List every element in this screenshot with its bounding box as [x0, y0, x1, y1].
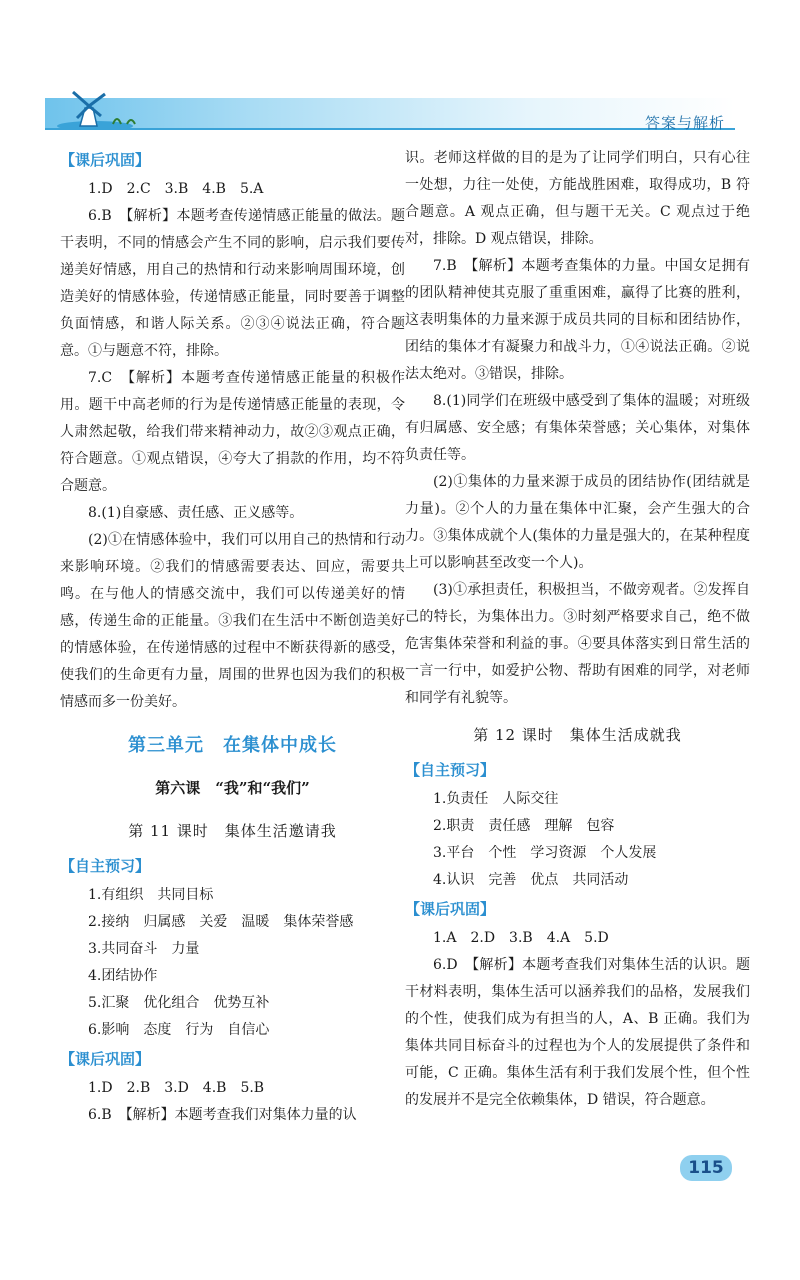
list-item: 4.认识 完善 优点 共同活动: [433, 872, 629, 888]
list-item: 2.职责 责任感 理解 包容: [433, 818, 615, 834]
list-item: 3.共同奋斗 力量: [88, 941, 200, 957]
answer-explanation: (2)①在情感体验中，我们可以用自己的热情和行动来影响环境。②我们的情感需要表达、回应，需要共鸣。在与他人的情感交流中，我们可以传递美好的情感，传递生命的正能量。③我们在生活中不断创造美好的情感体验，在传递情感的过程中不断获得新的感受，使我们的生命更有力量，周围的世界也因为我们的积极情感而多一份美好。: [60, 532, 405, 710]
list-item: 5.汇聚 优化组合 优势互补: [88, 995, 270, 1011]
answer-line: 1.D 2.B 3.D 4.B 5.B: [88, 1080, 265, 1096]
answer-explanation: 7.B 【解析】本题考查集体的力量。中国女足拥有的团队精神使其克服了重重困难，赢得了比赛的胜利，这表明集体的力量来源于成员共同的目标和团结协作，团结的集体才有凝聚力和战斗力，①④说法正确。②说法太绝对。③错误，排除。: [405, 258, 750, 382]
section-tag: 【课后巩固】: [60, 1050, 151, 1068]
answer-line: 8.(1)自豪感、责任感、正义感等。: [88, 505, 304, 521]
left-column: [60, 145, 405, 1129]
answer-line: 1.D 2.C 3.B 4.B 5.A: [88, 181, 264, 197]
answer-explanation: 7.C 【解析】本题考查传递情感正能量的积极作用。题干中高老师的行为是传递情感正能量的表现，令人肃然起敬，给我们带来精神动力，故②③观点正确，符合题意。①观点错误，④夸大了捐款的作用，均不符合题意。: [60, 370, 405, 494]
answer-explanation: 8.(1)同学们在班级中感受到了集体的温暖；对班级有归属感、安全感；有集体荣誉感；关心集体，对集体负责任等。: [405, 393, 750, 463]
list-item: 1.负责任 人际交往: [433, 791, 559, 807]
list-item: 3.平台 个性 学习资源 个人发展: [433, 845, 657, 861]
answer-line: 1.A 2.D 3.B 4.A 5.D: [433, 930, 609, 946]
answer-explanation: 6.B 【解析】本题考查传递情感正能量的做法。题干表明，不同的情感会产生不同的影响，启示我们要传递美好情感，用自己的热情和行动来影响周围环境，创造美好的情感体验，传递情感正能量，同时要善于调整负面情感，和谐人际关系。②③④说法正确，符合题意。①与题意不符，排除。: [60, 208, 405, 359]
section-tag: 【课后巩固】: [405, 900, 496, 918]
lesson-title: 第六课 “我”和“我们”: [155, 779, 310, 797]
page-number: 115: [680, 1155, 732, 1181]
list-item: 2.接纳 归属感 关爱 温暖 集体荣誉感: [88, 914, 354, 930]
windmill-icon: [55, 90, 165, 130]
answer-explanation: 识。老师这样做的目的是为了让同学们明白，只有心往一处想，力往一处使，方能战胜困难，取得成功，B 符合题意。A 观点正确，但与题干无关。C 观点过于绝对，排除。D 观点错误，排除。: [405, 150, 750, 247]
answer-explanation: 6.B 【解析】本题考查我们对集体力量的认: [88, 1107, 357, 1123]
answer-explanation: (3)①承担责任，积极担当，不做旁观者。②发挥自己的特长，为集体出力。③时刻严格要求自己，绝不做危害集体荣誉和利益的事。④要具体落实到日常生活的一言一行中，如爱护公物、帮助有困难的同学，对老师和同学有礼貌等。: [405, 582, 750, 706]
answer-explanation: 6.D 【解析】本题考查我们对集体生活的认识。题干材料表明，集体生活可以涵养我们的品格，发展我们的个性，使我们成为有担当的人，A、B 正确。我们为集体共同目标奋斗的过程也为个人的发展提供了条件和可能，C 正确。集体生活有利于我们发展个性，但个性的发展并不是完全依赖集体，D 错误，符合题意。: [405, 957, 750, 1108]
unit-title: 第三单元 在集体中成长: [128, 735, 337, 756]
answer-explanation: (2)①集体的力量来源于成员的团结协作(团结就是力量)。②个人的力量在集体中汇聚，会产生强大的合力。③集体成就个人(集体的力量是强大的，在某种程度上可以影响甚至改变一个人)。: [405, 474, 750, 571]
list-item: 4.团结协作: [88, 968, 158, 984]
page-header: [45, 90, 745, 135]
section-tag: 【课后巩固】: [60, 151, 151, 169]
list-item: 1.有组织 共同目标: [88, 887, 214, 903]
period-title: 第 12 课时 集体生活成就我: [473, 726, 682, 744]
section-tag: 【自主预习】: [60, 857, 151, 875]
list-item: 6.影响 态度 行为 自信心: [88, 1022, 270, 1038]
right-column: [405, 145, 750, 1114]
header-title: 答案与解析: [644, 114, 725, 132]
period-title: 第 11 课时 集体生活邀请我: [128, 822, 337, 840]
section-tag: 【自主预习】: [405, 761, 496, 779]
